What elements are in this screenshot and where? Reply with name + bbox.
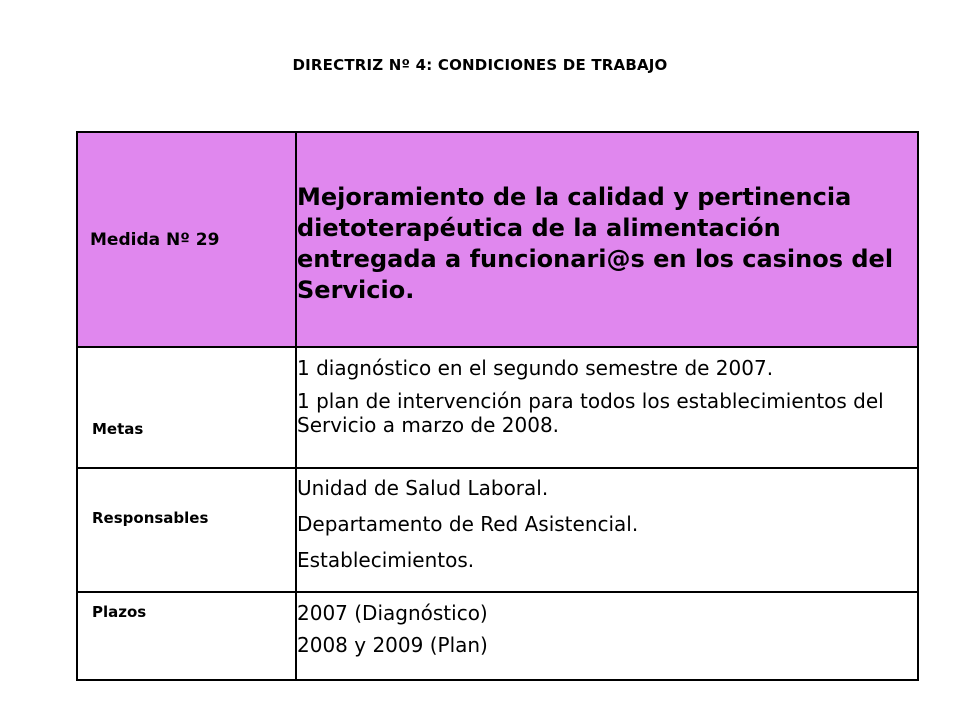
measure-header-row — [77, 132, 918, 347]
measure-description: Mejoramiento de la calidad y pertinencia dietoterapéutica de la alimentación entregada a funcionari@s en los casinos del Servicio. — [296, 132, 918, 347]
plazos-values — [296, 592, 918, 680]
responsables-values — [296, 468, 918, 592]
responsables-line: Departamento de Red Asistencial. — [297, 512, 639, 536]
metas-label: Metas — [92, 420, 144, 438]
plazos-label: Plazos — [92, 603, 147, 621]
responsables-line: Establecimientos. — [297, 548, 475, 572]
row-label-cell — [77, 592, 296, 680]
responsables-line: Unidad de Salud Laboral. — [297, 476, 549, 500]
page-title: DIRECTRIZ Nº 4: CONDICIONES DE TRABAJO — [292, 56, 668, 74]
table-row-metas — [77, 347, 918, 468]
metas-line: 1 plan de intervención para todos los establecimientos del Servicio a marzo de 2008. — [297, 389, 884, 437]
plazos-line: 2008 y 2009 (Plan) — [297, 633, 488, 657]
metas-values — [296, 347, 918, 468]
row-label-cell — [77, 347, 296, 468]
plazos-line: 2007 (Diagnóstico) — [297, 601, 488, 625]
table-row-responsables — [77, 468, 918, 592]
measure-number-label: Medida Nº 29 — [77, 132, 296, 347]
metas-line: 1 diagnóstico en el segundo semestre de 2007. — [297, 356, 774, 380]
responsables-label: Responsables — [92, 509, 209, 527]
measure-table — [76, 131, 919, 681]
row-label-cell — [77, 468, 296, 592]
table-row-plazos — [77, 592, 918, 680]
